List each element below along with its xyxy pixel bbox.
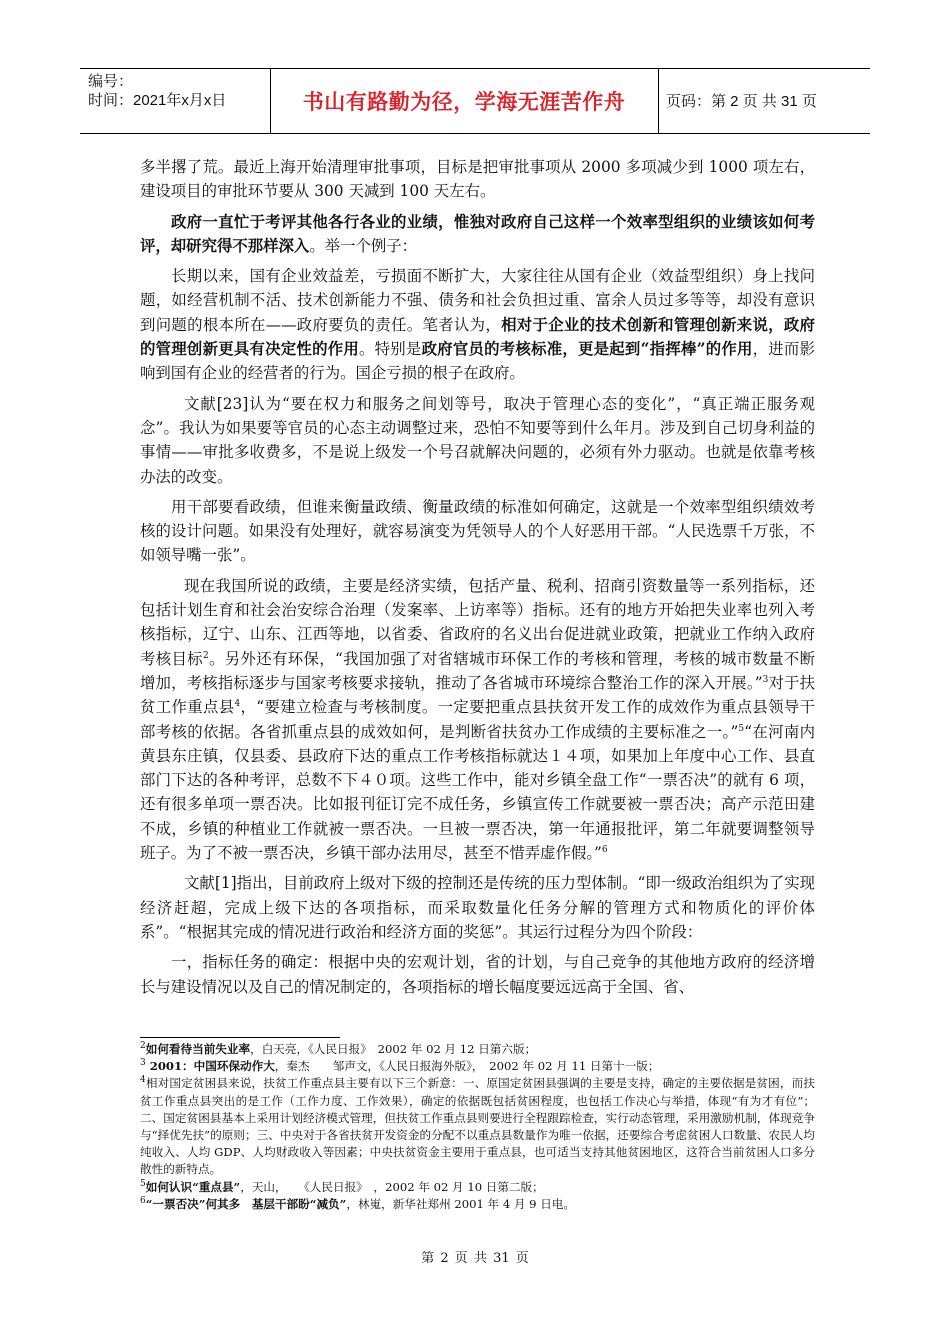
paragraph-3-bold-b: 政府官员的考核标准，更是起到“指挥棒”的作用 <box>421 340 753 359</box>
header-date-label: 时间：2021年x月x日 <box>88 92 227 109</box>
header-motto: 书山有路勤为径，学海无涯苦作舟 <box>302 90 626 114</box>
paragraph-7: 文献[1]指出，目前政府上级对下级的控制还是传统的压力型体制。“即一级政治组织为了实现经济赶超，完成上级下达的各项指标，而采取数量化任务分解的管理方式和物质化的评价体系”。“根据其完成的情况进行政治和经济方面的奖惩”。其运行过程分为四个阶段： <box>140 874 815 941</box>
footnote-ref-2: 2 <box>202 650 209 661</box>
footnote-5-title: 如何认识“重点县” <box>145 1179 241 1194</box>
header-number-label: 编号： <box>88 73 134 90</box>
footnote-5 <box>140 1179 815 1196</box>
footnote-5-source: ，天山， 《人民日报》 ，2002 年 02 月 10 日第二版； <box>240 1179 544 1194</box>
footnote-4-text: 相对国定贫困县来说，扶贫工作重点县主要有以下三个新意：一、原国定贫困县强调的主要是支持，确定的主要依据是贫困，而扶贫工作重点县突出的是工作（工作力度、工作效果），确定的依据既包括贫困程度，也包括工作决心与举措，体现“有为才有位”；二、国定贫困县基本上采用计划经济模式管理，但扶贫工作重点县则要进行全程跟踪检查，实行动态管理，采用激励机制，体现竞争与“择优先扶”的原则；三、中央对于各省扶贫开发资金的分配不以重点县数量作为唯一依据，还要综合考虑贫困人口数量、农民人均纯收入、人均 GDP、人均财政收入等因素；中央扶贫资金主要用于重点县，也可适当支持其他贫困地区，这符合当前贫困人口多分散性的新特点。 <box>140 1076 815 1177</box>
paragraph-6-text-c: 对于扶贫工作重点县 <box>140 673 815 717</box>
paragraph-5: 用干部要看政绩，但谁来衡量政绩、衡量政绩的标准如何确定，这就是一个效率型组织绩效考核的设计问题。如果没有处理好，就容易演变为凭领导人的个人好恶用干部。“人民选票千万张，不如领导嘴一张”。 <box>140 497 815 565</box>
header-page-info: 页码：第 2 页 共 31 页 <box>666 93 817 110</box>
footnote-separator <box>140 1037 340 1038</box>
footnote-ref-5: 5 <box>738 723 745 734</box>
footnote-5-number: 5 <box>140 1178 146 1189</box>
paragraph-4: 文献[23]认为“要在权力和服务之间划等号，取决于管理心态的变化”，“真正端正服务观念”。我认为如果要等官员的心态主动调整过来，恐怕不知要等到什么年月。涉及到自己切身利益的事情——审批多收费多，不是说上级发一个号召就解决问题的，必须有外力驱动。也就是依靠考核办法的改变。 <box>140 394 815 486</box>
footnote-6-title: “一票否决”何其多 基层干部盼“减负” <box>145 1196 347 1211</box>
footnote-ref-4: 4 <box>234 699 241 710</box>
paragraph-1: 多半撂了荒。最近上海开始清理审批事项，目标是把审批事项从 2000 多项减少到 1000 项左右，建设项目的审批环节要从 300 天减到 100 天左右。 <box>140 158 815 201</box>
footnotes <box>140 1041 815 1213</box>
header-bottom-rule <box>80 133 870 134</box>
footer-text-ye-2: 页 <box>515 1251 529 1266</box>
footer-text-ye: 页 <box>454 1251 468 1266</box>
paragraph-8: 一，指标任务的确定：根据中央的宏观计划，省的计划，与自己竞争的其他地方政府的经济增长与建设情况以及自己的情况制定的，各项指标的增长幅度要远远高于全国、省、 <box>140 953 815 996</box>
footnote-2 <box>140 1041 815 1058</box>
footnote-4 <box>140 1075 815 1178</box>
footer-text-gong: 共 <box>473 1251 487 1266</box>
paragraph-3-text-c: 。特别是 <box>359 340 422 359</box>
paragraph-2-tail: 。举一个例子： <box>309 236 418 255</box>
paragraph-2 <box>140 210 815 259</box>
footnote-3 <box>140 1058 815 1075</box>
footnote-6 <box>140 1196 815 1213</box>
header-top-rule <box>80 68 870 69</box>
page-footer <box>0 1247 950 1266</box>
header-divider-right <box>658 68 659 134</box>
footnote-2-title: 如何看待当前失业率 <box>145 1042 251 1056</box>
paragraph-6-text-e: “在河南内黄县东庄镇，仅县委、县政府下达的重点工作考核指标就达１４项，如果加上年度中心工作、县直部门下达的各种考评，总数不下４０项。这些工作中，能对乡镇全盘工作“一票否决”的就有 6 项，还有很多单项一票否决。比如报刊征订完不成任务，乡镇宣传工作就要被一票否决；高产示范田建不成，乡镇的种植业工作就被一票否决。一旦被一票否决，第一年通报批评，第二年就要调整领导班子。为了不被一票否决，乡镇干部办法用尽，甚至不惜弄虚作假。” <box>140 722 815 863</box>
paragraph-3-bold-a: 相对于企业的技术创新和管理创新来说，政府的管理创新更具有决定性的作用 <box>140 315 815 359</box>
paragraph-3-text-a: 长期以来，国有企业效益差，亏损面不断扩大，大家往往从国有企业（效益型组织）身上找问题，如经营机制不活、技术创新能力不强、债务和社会负担过重、富余人员过多等等，却没有意识到问题的根本所在——政府要负的责任。笔者认为， <box>140 267 815 334</box>
paragraph-2-bold: 政府一直忙于考评其他各行各业的业绩，惟独对政府自己这样一个效率型组织的业绩该如何考评，却研究得不那样深入 <box>140 212 815 255</box>
header-meta <box>88 72 226 110</box>
footnote-ref-3: 3 <box>762 674 769 685</box>
footer-text-di: 第 <box>421 1251 435 1266</box>
page-header <box>80 68 870 134</box>
footer-total-pages: 31 <box>493 1251 510 1266</box>
footnote-6-number: 6 <box>140 1195 146 1206</box>
paragraph-6-text-b: 。另外还有环保，“我国加强了对省辖城市环保工作的考核和管理，考核的城市数量不断增加，考核指标逐步与国家考核要求接轨，推动了各省城市环境综合整治工作的深入开展。” <box>140 649 815 692</box>
footnote-6-source: ，林嵬，新华社郑州 2001 年 4 月 9 日电。 <box>346 1196 576 1211</box>
paragraph-6-text-a: 现在我国所说的政绩，主要是经济实绩，包括产量、税利、招商引资数量等一系列指标，还包括计划生育和社会治安综合治理（发案率、上访率等）指标。还有的地方开始把失业率也列入考核指标，辽宁、山东、江西等地，以省委、省政府的名义出台促进就业政策，把就业工作纳入政府考核目标 <box>140 576 815 668</box>
footer-page-number: 2 <box>440 1251 449 1266</box>
paragraph-3-text-e: ，进而影响到国有企业的经营者的行为。国企亏损的根子在政府。 <box>140 340 815 383</box>
footnote-2-number: 2 <box>140 1041 146 1052</box>
footnote-4-number: 4 <box>140 1075 146 1086</box>
document-body <box>140 155 815 1005</box>
footnote-3-number: 3 <box>140 1058 146 1069</box>
footnote-ref-6: 6 <box>601 844 608 855</box>
paragraph-6 <box>140 574 815 866</box>
footnote-2-source: ，白天亮，《人民日报》 2002 年 02 月 12 日第六版； <box>250 1042 537 1056</box>
footnote-3-title: 2001：中国环保动作大 <box>145 1059 275 1074</box>
footnote-3-source: ，秦杰 邹声文，《人民日报海外版》， 2002 年 02 月 11 日第十一版； <box>274 1059 660 1074</box>
paragraph-6-text-d: ，“要建立检查与考核制度。一定要把重点县扶贫开发工作的成效作为重点县领导干部考核的依据。各省抓重点县的成效如何，是判断省扶贫办工作成绩的主要标准之一。” <box>140 698 815 741</box>
paragraph-3 <box>140 264 815 385</box>
